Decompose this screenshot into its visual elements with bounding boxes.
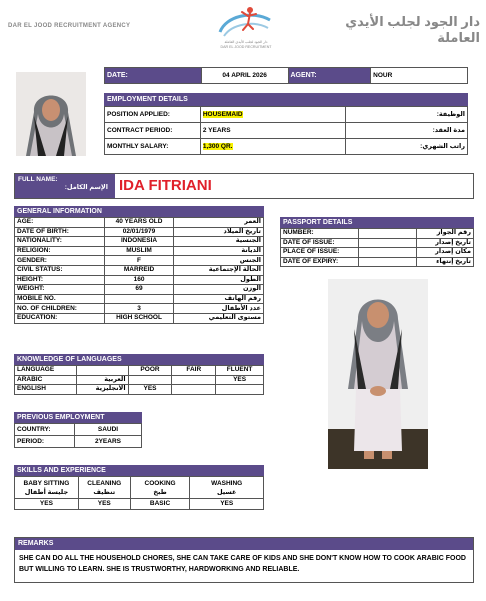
row-label-ar: مستوى التعليمي — [174, 313, 264, 323]
row-value: F — [104, 256, 174, 266]
row-label-ar: الطول — [174, 275, 264, 285]
date-value: 04 APRIL 2026 — [201, 68, 288, 84]
employment-row — [105, 123, 468, 139]
skill-cooking — [130, 477, 190, 499]
language-row — [15, 385, 264, 395]
passport-details-header: PASSPORT DETAILS — [280, 217, 474, 228]
skill-cleaning — [78, 477, 130, 499]
skill-name: BABY SITTING — [23, 479, 70, 487]
skills-value-row — [15, 499, 264, 510]
full-name-value: IDA FITRIANI — [119, 177, 212, 194]
skill-value: BASIC — [130, 499, 190, 510]
remarks-header: REMARKS — [15, 538, 473, 550]
language-name-ar: العربية — [76, 375, 128, 385]
row-label: GENDER: — [15, 256, 105, 266]
skill-washing — [190, 477, 264, 499]
row-label: CONTRACT PERIOD: — [105, 123, 201, 139]
full-name-label: FULL NAME: — [18, 176, 58, 183]
row-value — [359, 257, 417, 267]
row-value: HOUSEMAID — [202, 110, 243, 118]
agent-value: NOUR — [371, 68, 468, 84]
languages-header-row — [15, 366, 264, 376]
col-fluent: FLUENT — [216, 366, 264, 376]
row-label-ar: رقم الجواز — [417, 229, 474, 239]
language-fluent: YES — [216, 375, 264, 385]
passport-row — [281, 248, 474, 258]
row-label: POSITION APPLIED: — [105, 107, 201, 123]
previous-period-row — [15, 436, 142, 448]
row-label-ar: مكان إصدار — [417, 248, 474, 258]
country-value: SAUDI — [75, 424, 142, 436]
remarks-box — [14, 537, 474, 583]
row-label-ar: الجنس — [174, 256, 264, 266]
row-label: EDUCATION: — [15, 313, 105, 323]
language-row — [15, 375, 264, 385]
language-name: ENGLISH — [15, 385, 77, 395]
skill-name-ar: جليسة أطفال — [24, 488, 69, 496]
row-value — [359, 238, 417, 248]
row-value: 69 — [104, 285, 174, 295]
col-fair: FAIR — [172, 366, 216, 376]
language-fluent — [216, 385, 264, 395]
logo-caption: دار الجود لجلب الأيدي العاملة DAR EL JOOD RECRUITMENT — [220, 40, 272, 49]
skill-name: CLEANING — [87, 479, 122, 487]
row-label: DATE OF BIRTH: — [15, 227, 105, 237]
general-info-row — [15, 304, 264, 314]
row-label: PLACE OF ISSUE: — [281, 248, 359, 258]
row-label-ar: العمر — [174, 218, 264, 228]
row-value: 3 — [104, 304, 174, 314]
date-label: DATE: — [105, 68, 202, 84]
row-label-ar: مدة العقد: — [346, 123, 468, 139]
row-label-ar: الجنسية — [174, 237, 264, 247]
row-value: MUSLIM — [104, 246, 174, 256]
col-blank — [76, 366, 128, 376]
row-value — [359, 248, 417, 258]
employment-row — [105, 139, 468, 155]
row-value: HIGH SCHOOL — [104, 313, 174, 323]
passport-row — [281, 238, 474, 248]
skill-name: COOKING — [144, 479, 176, 487]
full-name-label-ar: الإسم الكامل: — [64, 184, 108, 191]
language-poor: YES — [128, 385, 172, 395]
candidate-full-body-photo — [328, 279, 428, 469]
language-name: ARABIC — [15, 375, 77, 385]
passport-row — [281, 257, 474, 267]
row-label: AGE: — [15, 218, 105, 228]
general-info-row — [15, 256, 264, 266]
row-label: NO. OF CHILDREN: — [15, 304, 105, 314]
general-info-row — [15, 285, 264, 295]
period-value: 2YEARS — [75, 436, 142, 448]
date-agent-table — [104, 67, 468, 84]
row-value: 1,300 QR. — [202, 142, 233, 150]
previous-country-row — [15, 424, 142, 436]
country-label: COUNTRY: — [15, 424, 75, 436]
row-label-ar: تاريخ إصدار — [417, 238, 474, 248]
agency-logo — [212, 2, 280, 54]
general-information-header: GENERAL INFORMATION — [14, 206, 264, 217]
row-label-ar: تاريخ إنتهاء — [417, 257, 474, 267]
skill-name-ar: غسيل — [216, 488, 237, 496]
row-label-ar: رقم الهاتف — [174, 294, 264, 304]
row-label-ar: الوظيفة: — [346, 107, 468, 123]
agent-label: AGENT: — [288, 68, 371, 84]
general-information-table — [14, 217, 264, 324]
skill-name-ar: تنظيف — [93, 488, 116, 496]
skill-value: YES — [78, 499, 130, 510]
row-label: CIVIL STATUS: — [15, 265, 105, 275]
row-label: RELIGION: — [15, 246, 105, 256]
skill-value: YES — [190, 499, 264, 510]
period-label: PERIOD: — [15, 436, 75, 448]
full-name-header — [15, 174, 115, 198]
row-label: HEIGHT: — [15, 275, 105, 285]
row-value: INDONESIA — [104, 237, 174, 247]
language-name-ar: الانجليزية — [76, 385, 128, 395]
employment-row — [105, 107, 468, 123]
previous-employment-table — [14, 423, 142, 448]
row-label: DATE OF ISSUE: — [281, 238, 359, 248]
general-info-row — [15, 294, 264, 304]
candidate-portrait-photo — [16, 72, 86, 156]
col-language: LANGUAGE — [15, 366, 77, 376]
remarks-text: SHE CAN DO ALL THE HOUSEHOLD CHORES, SHE CAN TAKE CARE OF KIDS AND SHE DON'T KNOW HOW TO COOK ARABIC FOOD BUT WILLING TO LEARN. SHE IS TRUSTWORTHY, HARDWORKING AND RELIABLE. — [19, 555, 466, 573]
row-value: 40 YEARS OLD — [104, 218, 174, 228]
row-label: MONTHLY SALARY: — [105, 139, 201, 155]
row-value: 160 — [104, 275, 174, 285]
employment-details-header: EMPLOYMENT DETAILS — [104, 93, 468, 106]
row-value: 2 YEARS — [200, 123, 345, 139]
row-value — [104, 294, 174, 304]
previous-employment-header: PREVIOUS EMPLOYMENT — [14, 412, 142, 423]
skills-table — [14, 476, 264, 510]
row-label-ar: الحالة الإجتماعية — [174, 265, 264, 275]
general-info-row — [15, 218, 264, 228]
skill-baby-sitting — [15, 477, 79, 499]
skills-name-row — [15, 477, 264, 499]
company-name-en: DAR EL JOOD RECRUITMENT AGENCY — [8, 23, 131, 29]
passport-row — [281, 229, 474, 239]
language-fair — [172, 385, 216, 395]
row-label: DATE OF EXPIRY: — [281, 257, 359, 267]
passport-details-table — [280, 228, 474, 267]
full-body-image — [328, 279, 428, 469]
full-name-box — [14, 173, 474, 199]
row-value: MARREID — [104, 265, 174, 275]
row-value: 02/01/1979 — [104, 227, 174, 237]
general-info-row — [15, 237, 264, 247]
row-label: NUMBER: — [281, 229, 359, 239]
row-label-ar: راتب الشهري: — [346, 139, 468, 155]
general-info-row — [15, 227, 264, 237]
general-info-row — [15, 246, 264, 256]
row-label: MOBILE NO. — [15, 294, 105, 304]
language-poor — [128, 375, 172, 385]
skill-value: YES — [15, 499, 79, 510]
language-fair — [172, 375, 216, 385]
general-info-row — [15, 275, 264, 285]
languages-table — [14, 365, 264, 395]
col-poor: POOR — [128, 366, 172, 376]
skills-header: SKILLS AND EXPERIENCE — [14, 465, 264, 476]
skill-name: WASHING — [211, 479, 243, 487]
row-label-ar: عدد الأطفال — [174, 304, 264, 314]
employment-details-table — [104, 106, 468, 155]
row-label-ar: تاريخ الميلاد — [174, 227, 264, 237]
row-label: NATIONALITY: — [15, 237, 105, 247]
row-label-ar: الوزن — [174, 285, 264, 295]
general-info-row — [15, 313, 264, 323]
company-name-ar: دار الجود لجلب الأيدي العاملة — [345, 14, 480, 45]
skill-name-ar: طبخ — [153, 488, 167, 496]
row-label-ar: الديانة — [174, 246, 264, 256]
languages-header: KNOWLEDGE OF LANGUAGES — [14, 354, 264, 365]
general-info-row — [15, 265, 264, 275]
row-label: WEIGHT: — [15, 285, 105, 295]
portrait-image — [16, 72, 86, 156]
row-value — [359, 229, 417, 239]
